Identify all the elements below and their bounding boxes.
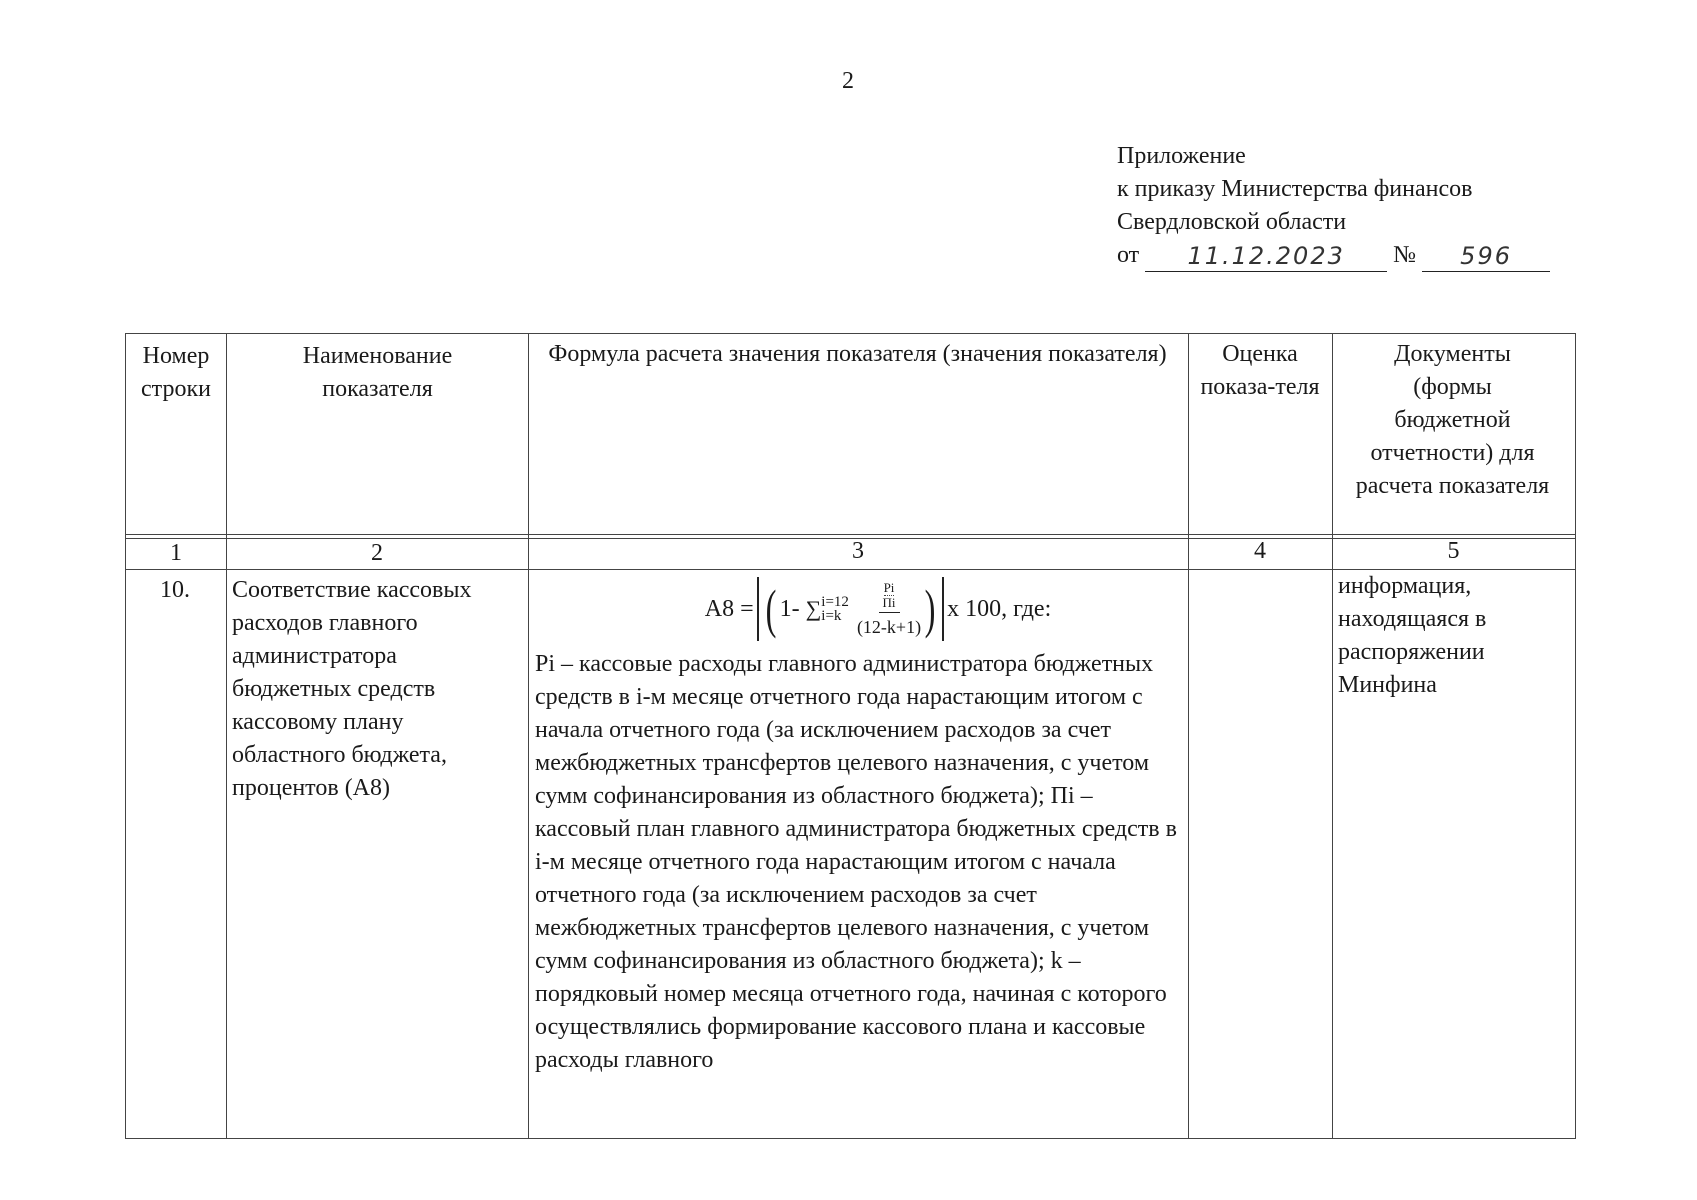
column-number: 1 xyxy=(170,540,182,566)
column-number: 2 xyxy=(371,540,383,566)
header-indicator-name: Наименование показателя xyxy=(302,343,453,402)
header-documents: Документы (формы бюджетной отчетности) для расчета показателя xyxy=(1355,341,1550,499)
formula-lhs: А8 = xyxy=(704,595,754,622)
divider xyxy=(1188,333,1189,1139)
numerator xyxy=(879,581,900,613)
denominator: (12-k+1) xyxy=(856,616,922,637)
row-number: 10. xyxy=(160,577,190,603)
order-number: 596 xyxy=(1422,243,1550,272)
divider xyxy=(1332,333,1333,1139)
abs-bar xyxy=(942,577,944,641)
sum-limits xyxy=(821,595,849,623)
close-paren: ) xyxy=(924,579,936,639)
divider xyxy=(125,333,126,1139)
formula xyxy=(528,574,1188,644)
formula-tail: x 100, где: xyxy=(947,595,1052,622)
appendix-line: Приложение xyxy=(1117,143,1246,169)
sum-lower: i=k xyxy=(821,608,842,624)
divider xyxy=(125,333,1576,334)
open-paren: ( xyxy=(765,579,777,639)
fraction xyxy=(857,581,921,638)
num-bottom: Пi xyxy=(882,594,896,610)
divider xyxy=(125,1138,1576,1139)
column-number: 3 xyxy=(852,538,864,564)
divider xyxy=(528,333,529,1139)
appendix-line: Свердловской области xyxy=(1117,209,1347,235)
appendix-line: к приказу Министерства финансов xyxy=(1117,176,1473,202)
date-prefix: от xyxy=(1117,242,1140,268)
sum-symbol: ∑ xyxy=(805,596,822,621)
header-formula: Формула расчета значения показателя (значения показателя) xyxy=(548,341,1167,367)
documents: информация, находящаяся в распоряжении Минфина xyxy=(1338,573,1487,698)
number-prefix: № xyxy=(1393,242,1417,268)
appendix-date-line xyxy=(1117,239,1550,272)
divider xyxy=(1575,333,1576,1139)
formula-explanation: Pi – кассовые расходы главного администратора бюджетных средств в i-м месяце отчетного года нарастающим итогом с начала отчетного года (за исключением расходов за счет межбюджетных трансфертов целевого назначения, с учетом сумм софинансирования из областного бюджета); Пi – кассовый план главного администратора бюджетных средств в i-м месяце отчетного года нарастающим итогом с начала отчетного года (за исключением расходов за счет межбюджетных трансфертов целевого назначения, с учетом сумм софинансирования из областного бюджета); k – порядковый номер месяца отчетного года, начиная с которого осуществлялись формирование кассового плана и кассовые расходы главного xyxy=(535,651,1177,1073)
indicator-name: Соответствие кассовых расходов главного администратора бюджетных средств кассовому плану областного бюджета, процентов (А8) xyxy=(232,577,472,801)
divider xyxy=(226,333,227,1139)
column-number: 5 xyxy=(1447,538,1460,564)
formula-one-minus: 1- xyxy=(779,595,800,622)
column-number: 4 xyxy=(1254,538,1266,564)
appendix-header xyxy=(1117,140,1550,272)
num-top: Pi xyxy=(883,579,895,595)
abs-bar xyxy=(757,577,759,641)
date-value: 11.12.2023 xyxy=(1145,243,1387,272)
header-assessment: Оценка показа-теля xyxy=(1200,341,1320,400)
page-number: 2 xyxy=(842,68,854,94)
sum-upper: i=12 xyxy=(821,594,849,610)
header-row-number: Номер строки xyxy=(141,343,211,402)
